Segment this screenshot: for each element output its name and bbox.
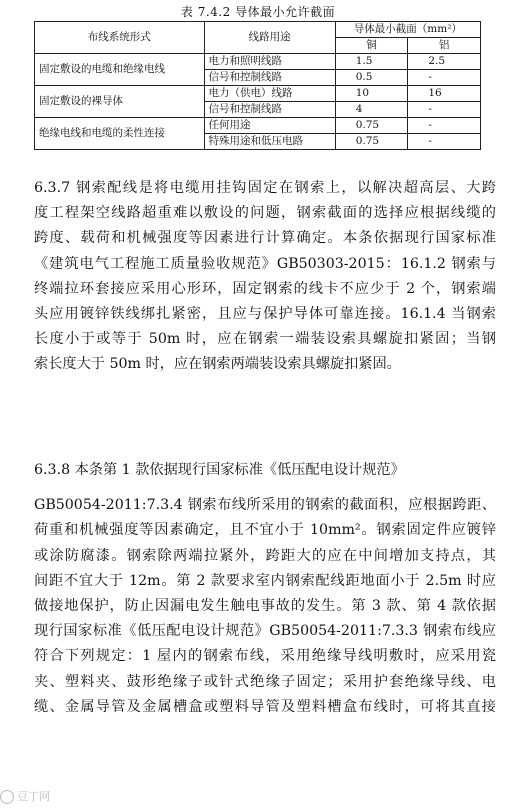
paragraph-line: 间距不宜大于 12m。第 2 款要求室内钢索配线距地面小于 2.5m 时应 (34, 572, 496, 589)
table-row (35, 54, 481, 70)
table-header-row (35, 22, 481, 38)
usage-cell: 特殊用途和低压电路 (204, 134, 335, 150)
paragraph-line: 缆、金属导管及金属槽盒或塑料导管及塑料槽盒布线时，可将其直接 (34, 698, 496, 715)
paragraph-line: 索长度大于 50m 时，应在钢索两端装设索具螺旋扣紧固。 (34, 356, 401, 373)
paragraph-line: 6.3.7 钢索配线是将电缆用挂钩固定在钢索上，以解决超高层、大跨 (34, 180, 496, 196)
paragraph-line: 现行国家标准《低压配电设计规范》GB50054-2011:7.3.3 钢索布线应 (34, 623, 496, 640)
table-row (35, 118, 481, 134)
conductor-section-table (34, 21, 481, 150)
paragraph-line: 6.3.8 本条第 1 款依据现行国家标准《低压配电设计规范》 (34, 462, 405, 478)
paragraph-line: 度工程架空线路超重难以敷设的问题，钢索截面的选择应根据线缆的 (34, 205, 496, 222)
aluminum-cell: - (408, 134, 481, 150)
usage-cell: 任何用途 (204, 118, 335, 134)
paragraph-line: 终端拉环套接应采用心形环，固定钢索的线卡不应少于 2 个，钢索端 (34, 280, 496, 297)
system-cell: 固定敷设的裸导体 (35, 86, 205, 118)
paragraph-line: 或涂防腐漆。钢索除两端拉紧外，跨距大的应在中间增加支持点，其 (34, 547, 496, 564)
header-system: 布线系统形式 (35, 22, 205, 54)
paragraph-line: 荷重和机械强度等因素确定，且不宜小于 10mm²。钢索固定件应镀锌 (34, 522, 496, 539)
aluminum-cell: - (408, 70, 481, 86)
system-cell: 固定敷设的电缆和绝缘电线 (35, 54, 205, 86)
header-usage: 线路用途 (204, 22, 335, 54)
header-aluminum: 铝 (408, 38, 481, 54)
header-min-section: 导体最小截面（mm²） (335, 22, 480, 38)
paragraph-line: 跨度、载荷和机械强度等因素进行计算确定。本条依据现行国家标准 (34, 230, 496, 247)
copper-cell: 1.5 (335, 54, 408, 70)
section-6-3-8 (34, 458, 496, 720)
copper-cell: 0.75 (335, 118, 408, 134)
system-cell: 绝缘电线和电缆的柔性连接 (35, 118, 205, 150)
usage-cell: 电力和照明线路 (204, 54, 335, 70)
aluminum-cell: - (408, 102, 481, 118)
paragraph-line: GB50054-2011:7.3.4 钢索布线所采用的钢索的截面积，应根据跨距、 (34, 497, 496, 514)
copper-cell: 10 (335, 86, 408, 102)
copper-cell: 4 (335, 102, 408, 118)
header-copper: 铜 (335, 38, 408, 54)
paragraph-line: 符合下列规定：1 屋内的钢索布线，采用绝缘导线明敷时，应采用瓷 (34, 648, 496, 665)
aluminum-cell: 16 (408, 86, 481, 102)
copper-cell: 0.5 (335, 70, 408, 86)
usage-cell: 信号和控制线路 (204, 70, 335, 86)
paragraph-line: 头应用镀锌铁线绑扎紧密，且应与保护导体可靠连接。16.1.4 当钢索 (34, 306, 496, 323)
usage-cell: 电力（供电）线路 (204, 86, 335, 102)
paragraph-line: 夹、塑料夹、鼓形绝缘子或针式绝缘子固定；采用护套绝缘导线、电 (34, 673, 496, 690)
copper-cell: 0.75 (335, 134, 408, 150)
aluminum-cell: - (408, 118, 481, 134)
table-row (35, 86, 481, 102)
table-title: 表 7.4.2 导体最小允许截面 (180, 5, 336, 19)
usage-cell: 信号和控制线路 (204, 102, 335, 118)
watermark-logo-icon (0, 790, 14, 804)
watermark-text: 豆丁网 (17, 790, 50, 803)
paragraph-line: 《建筑电气工程施工质量验收规范》GB50303-2015：16.1.2 钢索与 (34, 255, 496, 272)
section-6-3-7 (34, 176, 496, 378)
paragraph-line: 长度小于或等于 50m 时，应在钢索一端装设索具螺旋扣紧固；当钢 (34, 331, 496, 348)
paragraph-line: 做接地保护，防止因漏电发生触电事故的发生。第 3 款、第 4 款依据 (34, 598, 496, 615)
watermark (0, 790, 50, 804)
aluminum-cell: 2.5 (408, 54, 481, 70)
